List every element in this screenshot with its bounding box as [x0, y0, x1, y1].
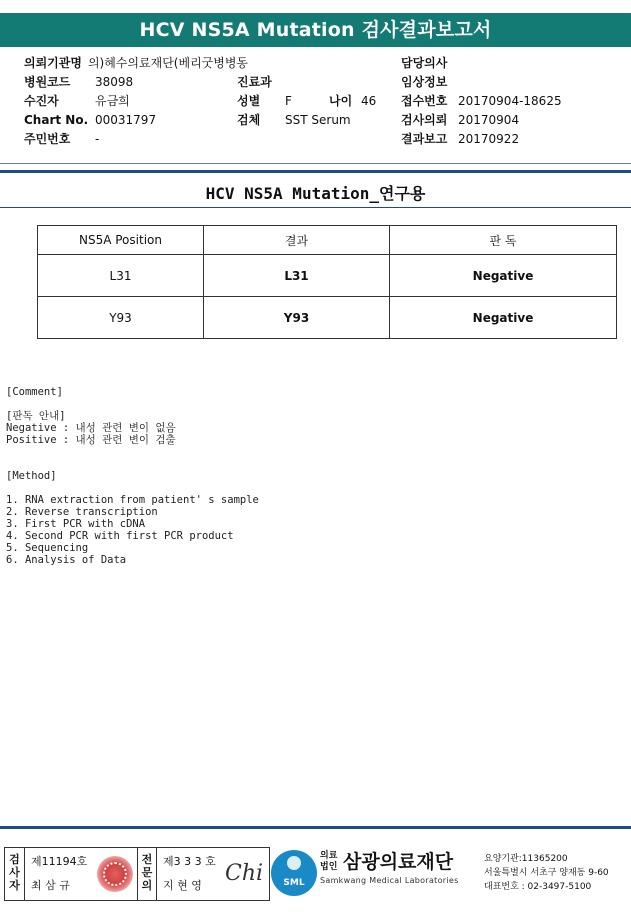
specialist-label: 전문의 — [137, 848, 157, 900]
method-step: 6. Analysis of Data — [6, 554, 127, 566]
method-step: 4. Second PCR with first PCR product — [6, 530, 234, 542]
guide-negative: Negative : 내성 관련 변이 없음 — [6, 422, 176, 434]
info-row: 담당의사 — [401, 56, 448, 70]
section-title: HCV NS5A Mutation_연구용 — [205, 184, 426, 203]
info-row: 수진자 유금희 — [24, 94, 130, 108]
org-name: 삼광의료재단 — [343, 851, 454, 873]
info-row: 주민번호 - — [24, 132, 100, 146]
cell-result: L31 — [204, 255, 390, 297]
report-title: HCV NS5A Mutation 검사결과보고서 — [139, 19, 492, 41]
logo-figure — [287, 856, 301, 870]
signature-box — [4, 847, 270, 901]
method-step: 5. Sequencing — [6, 542, 89, 554]
comment-heading: [Comment] — [6, 386, 63, 398]
method-step: 1. RNA extraction from patient' s sample — [6, 494, 259, 506]
result-table — [37, 225, 617, 339]
report-title-banner — [0, 13, 631, 47]
info-row: 결과보고 20170922 — [401, 132, 520, 146]
info-row: 의뢰기관명 의)혜수의료재단(베리굿병병동 — [24, 56, 249, 70]
info-row: 접수번호 20170904-18625 — [401, 94, 562, 108]
cell-position: L31 — [38, 255, 204, 297]
col-header-result: 결과 — [204, 226, 390, 255]
footer-divider — [0, 826, 631, 829]
tester-label: 검사자 — [5, 848, 25, 900]
method-heading: [Method] — [6, 470, 57, 482]
method-step: 2. Reverse transcription — [6, 506, 158, 518]
table-header-row — [38, 226, 617, 255]
signature: Chi — [225, 861, 264, 886]
tester-no: 제11194호 — [31, 855, 88, 868]
table-row — [38, 255, 617, 297]
col-header-position: NS5A Position — [38, 226, 204, 255]
method-step: 3. First PCR with cDNA — [6, 518, 146, 530]
sml-logo-icon — [271, 850, 317, 896]
info-mid — [237, 73, 376, 130]
org-phone: 대표번호 : 02-3497-5100 — [484, 882, 592, 892]
official-seal-icon — [97, 856, 133, 892]
tester-name: 최 삼 규 — [31, 879, 70, 892]
cell-result: Y93 — [204, 297, 390, 339]
specialist-no: 제3 3 3 호 — [163, 855, 216, 868]
table-row — [38, 297, 617, 339]
org-name-en: Samkwang Medical Laboratories — [320, 876, 459, 885]
org-type: 의료 법인 — [320, 851, 338, 872]
info-row: 검사의뢰 20170904 — [401, 113, 520, 127]
info-left — [24, 54, 248, 149]
guide-positive: Positive : 내성 관련 변이 검출 — [6, 434, 176, 446]
col-header-interpretation: 판 독 — [390, 226, 617, 255]
info-row: 병원코드 38098 — [24, 75, 134, 89]
org-address: 서울특별시 서초구 양재동 9-60 — [484, 868, 609, 878]
info-row-dept: 진료과 — [237, 75, 272, 89]
info-row-sex-age: 성별 F 나이 46 — [237, 94, 377, 108]
cell-interpretation: Negative — [390, 255, 617, 297]
guide-heading: [판독 안내] — [6, 410, 66, 422]
cell-position: Y93 — [38, 297, 204, 339]
info-right — [401, 54, 562, 149]
info-row-specimen: 검체 SST Serum — [237, 113, 351, 127]
org-code: 요양기관:11365200 — [484, 854, 568, 864]
info-row: 임상정보 — [401, 75, 448, 89]
logo-abbr: SML — [283, 878, 305, 888]
info-row: Chart No. 00031797 — [24, 113, 157, 127]
cell-interpretation: Negative — [390, 297, 617, 339]
divider — [0, 163, 631, 164]
divider-thin — [0, 207, 631, 208]
divider-blue — [0, 170, 631, 173]
specialist-name: 지 현 영 — [163, 879, 202, 892]
